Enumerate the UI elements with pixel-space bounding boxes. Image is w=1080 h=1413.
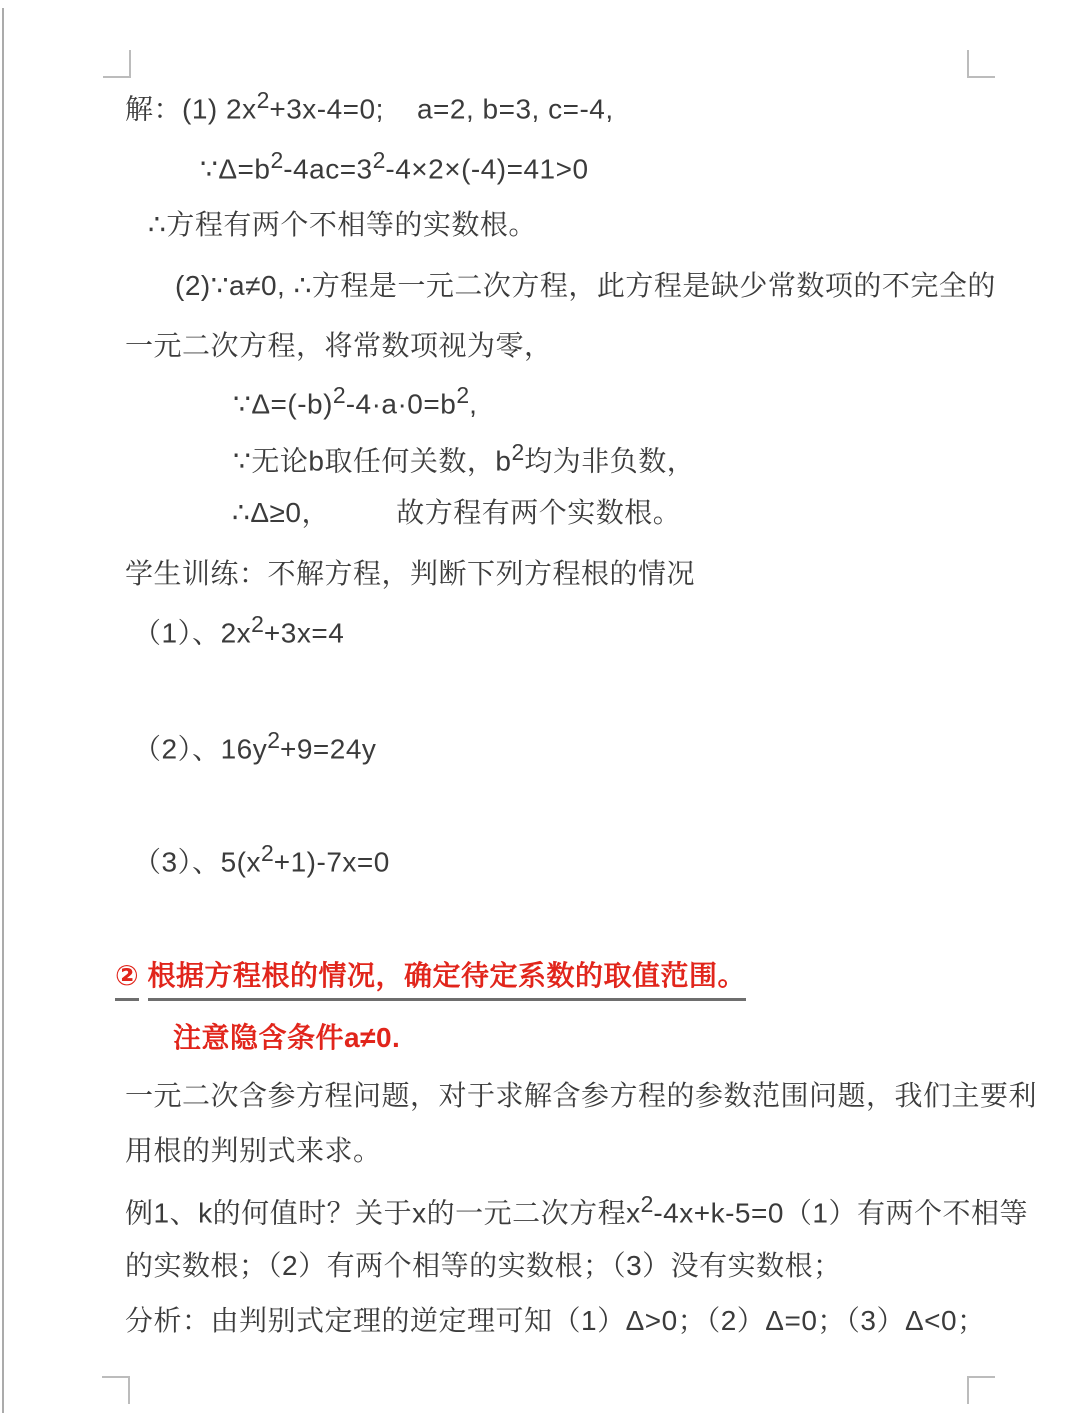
text-boundary-corner-mark-top-right <box>967 50 995 78</box>
text-line-example-1-line-2 <box>125 1248 842 1283</box>
text-segment: +3x=4 <box>263 617 345 649</box>
exponent: 2 <box>260 840 274 866</box>
exponent: 2 <box>270 147 284 173</box>
text-segment: 学生训练：不解方程，判断下列方程根的情况 <box>125 558 696 589</box>
text-segment: 用根的判别式来求。 <box>125 1135 382 1166</box>
exponent: 2 <box>372 147 386 173</box>
text-line-practice-item-2 <box>133 726 376 766</box>
text-segment: , <box>469 388 478 420</box>
text-line-practice-item-1 <box>133 610 344 650</box>
text-line-intro-line-1 <box>125 1078 1037 1113</box>
page-left-edge-line <box>2 8 4 1413</box>
text-segment: -4x+k-5=0（1）有两个不相等 <box>653 1197 1028 1229</box>
exponent: 2 <box>256 87 270 113</box>
text-segment: 分析：由判别式定理的逆定理可知（1）Δ>0；（2）Δ=0；（3）Δ<0； <box>125 1305 986 1336</box>
text-segment: 的实数根；（2）有两个相等的实数根；（3）没有实数根； <box>125 1250 842 1281</box>
exponent: 2 <box>332 382 346 408</box>
text-segment: +3x-4=0; a=2, b=3, c=-4, <box>269 93 614 125</box>
text-segment: 均为非负数， <box>524 445 696 477</box>
exponent: 2 <box>456 382 470 408</box>
text-line-example-1-line-1 <box>125 1190 1028 1230</box>
text-segment: 解：(1) 2x <box>125 93 257 125</box>
text-line-practice-item-3 <box>133 839 390 879</box>
text-segment: 一元二次含参方程问题，对于求解含参方程的参数范围问题，我们主要利 <box>125 1080 1038 1111</box>
text-boundary-corner-mark-top-left <box>103 50 131 78</box>
exponent: 2 <box>511 439 525 465</box>
text-segment: (2)∵a≠0, ∴方程是一元二次方程，此方程是缺少常数项的不完全的 <box>175 270 996 301</box>
text-segment: （1）、2x <box>133 617 252 649</box>
text-segment: （2）、16y <box>133 733 268 765</box>
text-segment: -4×2×(-4)=41>0 <box>385 153 589 185</box>
text-line-solution-line-1 <box>125 86 614 126</box>
text-segment <box>139 960 147 991</box>
exponent: 2 <box>640 1191 654 1217</box>
text-segment: +9=24y <box>279 733 377 765</box>
text-segment: ∵无论b取任何关数，b <box>233 445 512 477</box>
text-segment: 根据方程根的情况，确定待定系数的取值范围。 <box>148 960 747 1001</box>
text-line-solution-line-2 <box>200 146 589 186</box>
text-segment: 一元二次方程，将常数项视为零， <box>125 330 553 361</box>
text-segment: ∴方程有两个不相等的实数根。 <box>148 209 537 240</box>
text-line-section-2-heading <box>115 958 746 993</box>
text-segment: ∵Δ=(-b) <box>233 388 333 420</box>
text-line-analysis-line <box>125 1303 986 1338</box>
text-line-solution-line-6 <box>233 381 477 421</box>
text-line-solution-line-7 <box>233 438 695 478</box>
text-line-student-practice-heading <box>125 556 695 591</box>
text-segment: -4ac=3 <box>283 153 373 185</box>
text-segment: （3）、5(x <box>133 846 261 878</box>
text-segment: ∵Δ=b <box>200 153 271 185</box>
text-line-solution-line-4 <box>175 268 996 303</box>
exponent: 2 <box>251 611 264 637</box>
text-boundary-corner-mark-bottom-left <box>102 1376 130 1404</box>
text-line-intro-line-2 <box>125 1133 382 1168</box>
text-boundary-corner-mark-bottom-right <box>967 1376 995 1404</box>
text-segment: -4·a·0=b <box>345 388 457 420</box>
exponent: 2 <box>267 727 280 753</box>
text-line-solution-line-5 <box>125 328 553 363</box>
text-segment: 例1、k的何值时？关于x的一元二次方程x <box>125 1197 641 1229</box>
text-segment: ② <box>115 960 139 1001</box>
text-segment: +1)-7x=0 <box>273 846 390 878</box>
text-line-section-2-note <box>173 1020 400 1055</box>
text-segment: ∴Δ≥0， 故方程有两个实数根。 <box>232 497 682 528</box>
text-line-solution-line-8 <box>232 495 681 530</box>
text-segment: 注意隐含条件a≠0. <box>173 1022 401 1053</box>
text-line-solution-line-3 <box>148 207 537 242</box>
